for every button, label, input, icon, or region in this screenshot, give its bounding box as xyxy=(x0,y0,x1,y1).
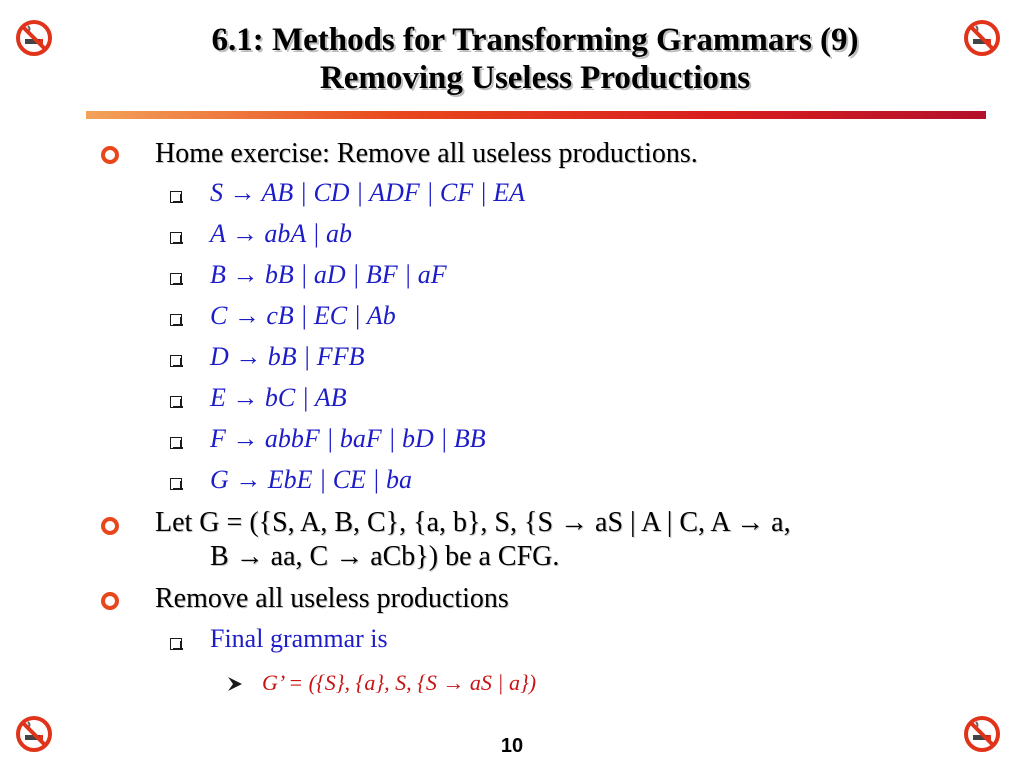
sub-bullet-icon xyxy=(170,232,182,244)
sub-bullet-icon xyxy=(170,314,182,326)
sub-bullet-icon xyxy=(170,638,182,650)
production-rule: B → bB | aD | BF | aF xyxy=(210,260,447,289)
sub-bullet-text: Final grammar is xyxy=(210,624,388,653)
production-rule: G → EbE | CE | ba xyxy=(210,465,413,494)
bullet-icon xyxy=(100,145,120,165)
production-rule: E → bC | AB xyxy=(210,383,347,412)
sub-bullet-icon xyxy=(170,273,182,285)
bullet-icon xyxy=(100,591,120,611)
title-divider xyxy=(86,111,986,119)
production-rule: A → abA | ab xyxy=(210,219,352,248)
bullet-text-cfg-line2: B → aa, C → aCb}) be a CFG. xyxy=(210,541,560,572)
no-smoking-icon-top-left xyxy=(16,20,52,56)
page-number: 10 xyxy=(500,735,524,757)
sub-bullet-icon xyxy=(170,355,182,367)
production-rule: C → cB | EC | Ab xyxy=(210,301,396,330)
sub-bullet-icon xyxy=(170,478,182,490)
slide-subtitle: Removing Useless Productions xyxy=(319,60,751,96)
bullet-icon xyxy=(100,516,120,536)
production-rule: F → abbF | baF | bD | BB xyxy=(210,424,486,453)
bullet-text: Home exercise: Remove all useless productions. xyxy=(155,138,698,169)
production-rule: S → AB | CD | ADF | CF | EA xyxy=(210,178,526,207)
sub-bullet-icon xyxy=(170,396,182,408)
bullet-text-cfg-line1: Let G = ({S, A, B, C}, {a, b}, S, {S → aS | A | C, A → a, xyxy=(155,507,791,538)
bullet-text: Remove all useless productions xyxy=(155,583,509,614)
production-rule: D → bB | FFB xyxy=(210,342,365,371)
sub-bullet-icon xyxy=(170,191,182,203)
slide-title: 6.1: Methods for Transforming Grammars (9) xyxy=(211,22,859,58)
sub-bullet-icon xyxy=(170,437,182,449)
arrow-bullet-icon xyxy=(226,675,244,693)
final-grammar: G’ = ({S}, {a}, S, {S → aS | a}) xyxy=(262,670,537,695)
